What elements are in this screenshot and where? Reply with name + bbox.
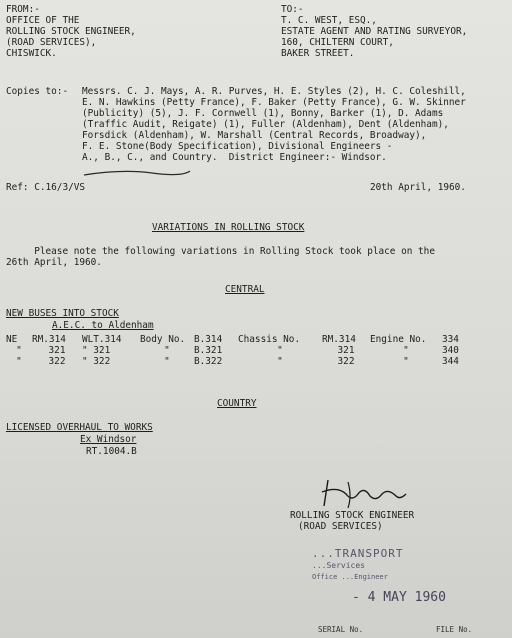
vehicle-table	[6, 334, 472, 367]
table-row: " 321 " 321 " B.321 " 321 " 340	[16, 345, 459, 356]
to-label: TO:-	[281, 4, 304, 15]
aec-transfer-line: A.E.C. to Aldenham	[52, 320, 154, 331]
table-row: NE RM.314 WLT.314 Body No. B.314 Chassis No. RM.314 Engine No. 334	[6, 334, 459, 345]
serial-number-label: SERIAL No.	[318, 625, 364, 634]
to-line: ESTATE AGENT AND RATING SURVEYOR,	[281, 26, 468, 37]
table-row: " 322 " 322 " B.322 " 322 " 344	[16, 356, 459, 367]
country-heading: COUNTRY	[217, 398, 257, 409]
vehicle-number: RT.1004.B	[86, 446, 137, 457]
to-line: T. C. WEST, ESQ.,	[281, 15, 377, 26]
from-line: (ROAD SERVICES),	[6, 37, 97, 48]
memo-heading: VARIATIONS IN ROLLING STOCK	[152, 222, 305, 233]
stamp-date: - 4 MAY 1960	[352, 590, 446, 605]
pen-underline-mark	[82, 163, 192, 179]
central-heading: CENTRAL	[225, 284, 265, 295]
from-line: CHISWICK.	[6, 48, 57, 59]
licensed-overhaul-heading: LICENSED OVERHAUL TO WORKS	[6, 422, 153, 433]
received-stamp: ...TRANSPORT ...Services Office ...Engineer	[312, 547, 404, 581]
from-line: OFFICE OF THE	[6, 15, 80, 26]
memo-date: 20th April, 1960.	[370, 182, 466, 193]
ex-windsor-line: Ex Windsor	[80, 434, 137, 445]
from-line: ROLLING STOCK ENGINEER,	[6, 26, 136, 37]
to-line: BAKER STREET.	[281, 48, 355, 59]
reference-number: Ref: C.16/3/VS	[6, 182, 86, 193]
memo-paragraph: Please note the following variations in Rolling Stock took place on the 26th April, 1960.	[6, 246, 435, 268]
from-label: FROM:-	[6, 4, 40, 15]
handwritten-signature	[318, 472, 408, 512]
new-buses-heading: NEW BUSES INTO STOCK	[6, 308, 119, 319]
signature-title: ROLLING STOCK ENGINEER (ROAD SERVICES)	[290, 510, 415, 532]
to-block	[281, 4, 467, 59]
from-block	[6, 4, 136, 59]
copies-label: Copies to:-	[6, 86, 69, 97]
file-number-label: FILE No.	[436, 625, 473, 634]
copies-recipients: Messrs. C. J. Mays, A. R. Purves, H. E. Styles (2), H. C. Coleshill, E. N. Hawkins (Petty France), F. Baker (Petty France), G. W. Skinner (Publicity) (5), J. F. Cornwell (1), Bonny, Barker (1), D. Adams (Traffic Audit, Reigate) (1), Fuller (Aldenham), Dent (Aldenham), Forsdick (Aldenham), W. Marshall (Central Records, Broadway), F. E. Stone(Body Specification), Divisional Engineers - A., B., C., and Country. District Engineer:- Windsor.	[82, 86, 466, 163]
to-line: 160, CHILTERN COURT,	[281, 37, 394, 48]
